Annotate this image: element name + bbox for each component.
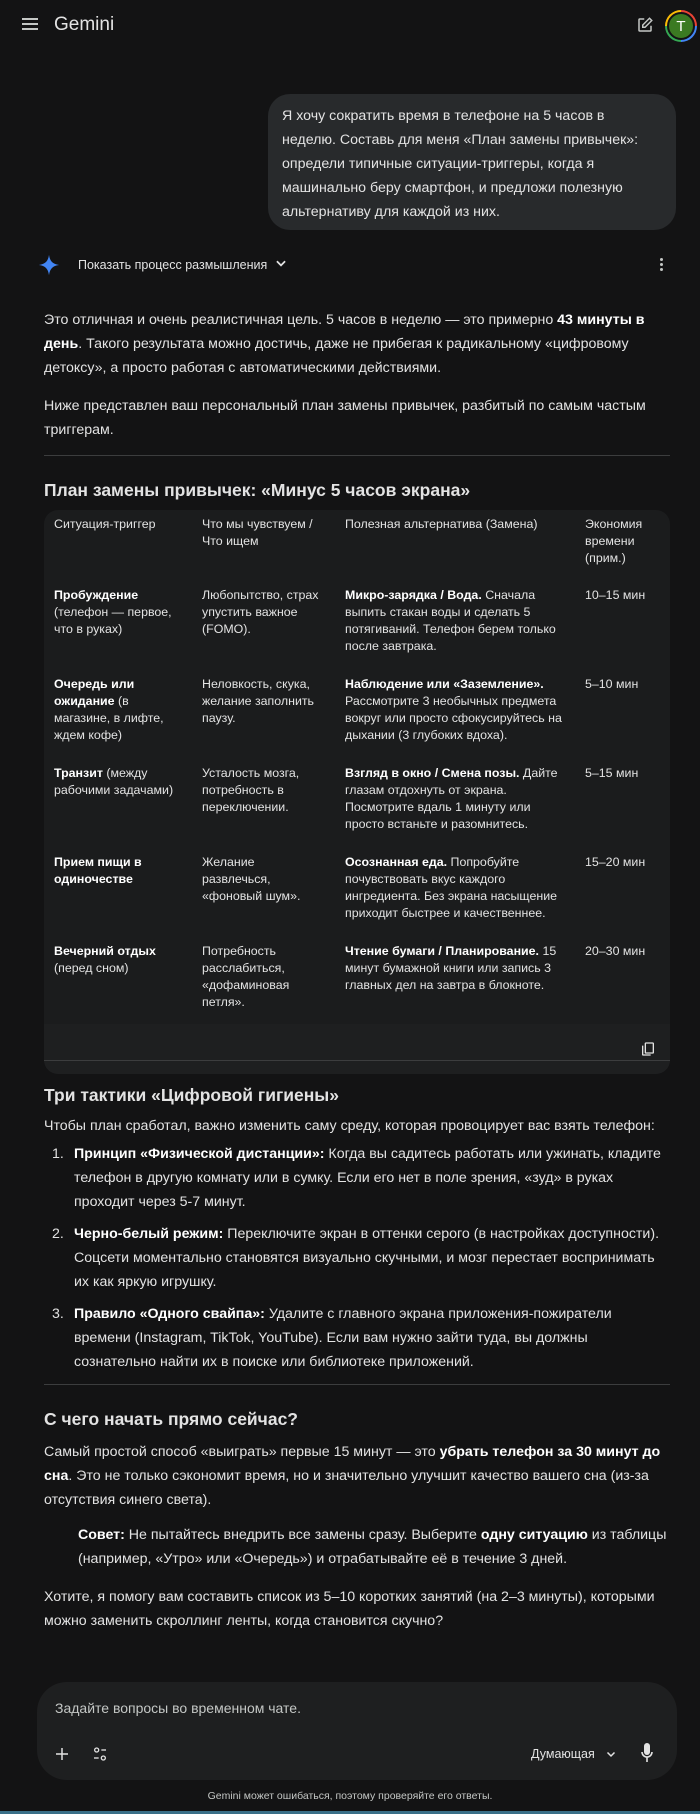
cell-saving: 5–15 мин (585, 766, 639, 780)
prompt-input[interactable] (55, 1696, 615, 1720)
avatar[interactable] (665, 10, 697, 42)
alternative-bold: Осознанная еда. (345, 855, 448, 869)
cell-saving: 20–30 мин (585, 944, 646, 958)
start-text: Самый простой способ «выиграть» первые 15 минут — это (44, 1444, 440, 1460)
trigger-detail: (между рабочими задачами) (54, 766, 174, 797)
divider (44, 1384, 670, 1385)
cell-trigger (44, 846, 192, 935)
tip-label: Совет: (78, 1527, 125, 1543)
cell-alternative (335, 846, 575, 935)
table-header-row (44, 510, 670, 579)
tactic-title: Черно-белый режим: (74, 1226, 224, 1242)
start-heading: С чего начать прямо сейчас? (44, 1409, 298, 1429)
alternative-detail: Рассмотрите 3 необычных предмета вокруг или просто сфокусируйтесь на дыхании (3 глубоких вдоха). (345, 694, 562, 742)
tactic-text: Удалите с главного экрана приложения-пожиратели времени (Instagram, TikTok, YouTube). Если вам нужно зайти туда, вы должны сознательно найти их в поиске или библиотеке приложений. (74, 1306, 612, 1370)
trigger-bold: Вечерний отдых (54, 944, 156, 958)
microphone-icon[interactable] (641, 1743, 653, 1763)
trigger-detail: (перед сном) (54, 961, 129, 975)
tactics-heading: Три тактики «Цифровой гигиены» (44, 1085, 339, 1105)
start-bold: убрать телефон за 30 минут до сна (44, 1444, 661, 1484)
intro-text: Это отличная и очень реалистичная цель. 5 часов в неделю — это примерно (44, 312, 558, 328)
tactic-title: Принцип «Физической дистанции»: (74, 1146, 325, 1162)
cell-feeling: Усталость мозга, потребность в переключении. (202, 766, 300, 814)
trigger-bold: Очередь или ожидание (54, 677, 135, 708)
tip-text: Не пытайтесь внедрить все замены сразу. Выберите (124, 1527, 481, 1543)
avatar-initial: T (667, 12, 695, 40)
closing-question: Хотите, я помогу вам составить список из 5–10 коротких занятий (на 2–3 минуты), которыми можно заменить скроллинг ленты, когда становится скучно? (44, 1589, 655, 1629)
trigger-detail: (в магазине, в лифте, ждем кофе) (54, 694, 164, 742)
intro-text-end: . Такого результата можно достичь, даже не прибегая к радикальному «цифровому детоксу», а просто работая с автоматическими действиями. (44, 336, 629, 376)
table-row (44, 668, 670, 757)
chevron-down-icon (605, 1748, 617, 1760)
composer (37, 1682, 677, 1780)
table-row (44, 757, 670, 846)
tip-bold: одну ситуацию (480, 1527, 588, 1543)
cell-trigger (44, 579, 192, 668)
show-thinking-button[interactable]: Показать процесс размышления (78, 258, 268, 272)
cell-alternative (335, 757, 575, 846)
cell-saving: 15–20 мин (585, 855, 646, 869)
top-bar (0, 0, 700, 52)
alternative-bold: Чтение бумаги / Планирование. (345, 944, 540, 958)
tactic-text: Когда вы садитесь работать или ужинать, кладите телефон в другую комнату или в сумку. Если его нет в поле зрения, «зуд» в руках проходит через 5-7 минут. (74, 1146, 661, 1210)
tip-block (78, 1523, 670, 1571)
divider (44, 455, 670, 456)
trigger-bold: Прием пищи в одиночестве (54, 855, 142, 886)
column-header: Что мы чувствуем / Что ищем (202, 517, 313, 548)
tactic-title: Правило «Одного свайпа»: (74, 1306, 265, 1322)
app-title: Gemini (54, 14, 115, 35)
chevron-down-icon[interactable] (274, 256, 288, 270)
cell-alternative (335, 935, 575, 1024)
plus-icon[interactable] (54, 1746, 70, 1762)
tools-icon[interactable] (92, 1745, 108, 1763)
list-number: 1. (52, 1146, 64, 1162)
column-header: Ситуация-триггер (54, 517, 156, 531)
cell-trigger (44, 668, 192, 757)
alternative-detail: Дайте глазам отдохнуть от экрана. Посмотрите вдаль 1 минуту или просто встаньте и разомнитесь. (345, 766, 558, 831)
cell-saving: 10–15 мин (585, 588, 646, 602)
model-selector[interactable] (531, 1745, 617, 1763)
intro-bold: 43 минуты в день (44, 312, 645, 352)
tip-text-end: из таблицы (например, «Утро» или «Очередь») и отрабатывайте её в течение 3 дней. (78, 1527, 667, 1567)
list-item (44, 1222, 670, 1294)
tactics-list (44, 1142, 670, 1382)
cell-trigger (44, 757, 192, 846)
cell-saving: 5–10 мин (585, 677, 639, 691)
list-item (44, 1142, 670, 1214)
edit-icon[interactable] (636, 16, 654, 34)
habit-table (44, 510, 670, 1074)
trigger-bold: Пробуждение (54, 588, 139, 602)
alternative-detail: Сначала выпить стакан воды и сделать 5 потягиваний. Телефон берем только после завтрака. (345, 588, 556, 653)
table-row (44, 846, 670, 935)
table-row (44, 935, 670, 1024)
cell-feeling: Любопытство, страх упустить важное (FOMO). (202, 588, 319, 636)
response-header (38, 254, 668, 278)
user-message: Я хочу сократить время в телефоне на 5 часов в неделю. Составь для меня «План замены привычек»: определи типичные ситуации-триггеры, когда я машинально беру смартфон, и предложи полезную альтернативу для каждой из них. (268, 94, 676, 230)
tactic-text: Переключите экран в оттенки серого (в настройках доступности). Соцсети моментально становятся визуально скучными, и мозг перестает воспринимать их как яркую игрушку. (74, 1226, 660, 1290)
intro-paragraph (44, 308, 674, 380)
cell-feeling: Потребность расслабиться, «дофаминовая петля». (202, 944, 290, 1009)
gemini-spark-icon (38, 254, 60, 276)
column-header: Экономия времени (прим.) (585, 517, 643, 565)
cell-feeling: Желание развлечься, «фоновый шум». (202, 855, 301, 903)
cell-feeling: Неловкость, скука, желание заполнить паузу. (202, 677, 315, 725)
trigger-bold: Транзит (54, 766, 103, 780)
more-options-icon[interactable] (656, 258, 666, 274)
alternative-detail: Попробуйте почувствовать вкус каждого ингредиента. Без экрана насыщение приходит быстрее и качественнее. (345, 855, 558, 920)
list-number: 3. (52, 1306, 64, 1322)
plan-intro-paragraph: Ниже представлен ваш персональный план замены привычек, разбитый по самым частым триггерам. (44, 398, 646, 438)
divider (44, 1060, 670, 1061)
alternative-detail: 15 минут бумажной книги или запись 3 главных дел на завтра в блокноте. (345, 944, 557, 992)
tactics-intro: Чтобы план сработал, важно изменить саму среду, которая провоцирует вас взять телефон: (44, 1118, 655, 1134)
cell-alternative (335, 668, 575, 757)
list-item (44, 1302, 670, 1374)
trigger-detail: (телефон — первое, что в руках) (54, 605, 172, 636)
disclaimer: Gemini может ошибаться, поэтому проверяйте его ответы. (207, 1790, 493, 1802)
cell-alternative (335, 579, 575, 668)
alternative-bold: Микро-зарядка / Вода. (345, 588, 482, 602)
copy-icon[interactable] (640, 1040, 656, 1058)
plan-heading: План замены привычек: «Минус 5 часов экрана» (44, 480, 471, 500)
table-footer (44, 1024, 670, 1074)
model-label: Думающая (531, 1747, 595, 1761)
column-header: Полезная альтернатива (Замена) (345, 517, 538, 531)
alternative-bold: Наблюдение или «Заземление». (345, 677, 544, 691)
list-number: 2. (52, 1226, 64, 1242)
table-row (44, 579, 670, 668)
start-paragraph (44, 1440, 674, 1512)
start-text-end: . Это не только сэкономит время, но и значительно улучшит качество вашего сна (из-за отсутствия синего света). (44, 1468, 649, 1508)
cell-trigger (44, 935, 192, 1024)
alternative-bold: Взгляд в окно / Смена позы. (345, 766, 520, 780)
menu-icon[interactable] (22, 18, 38, 32)
